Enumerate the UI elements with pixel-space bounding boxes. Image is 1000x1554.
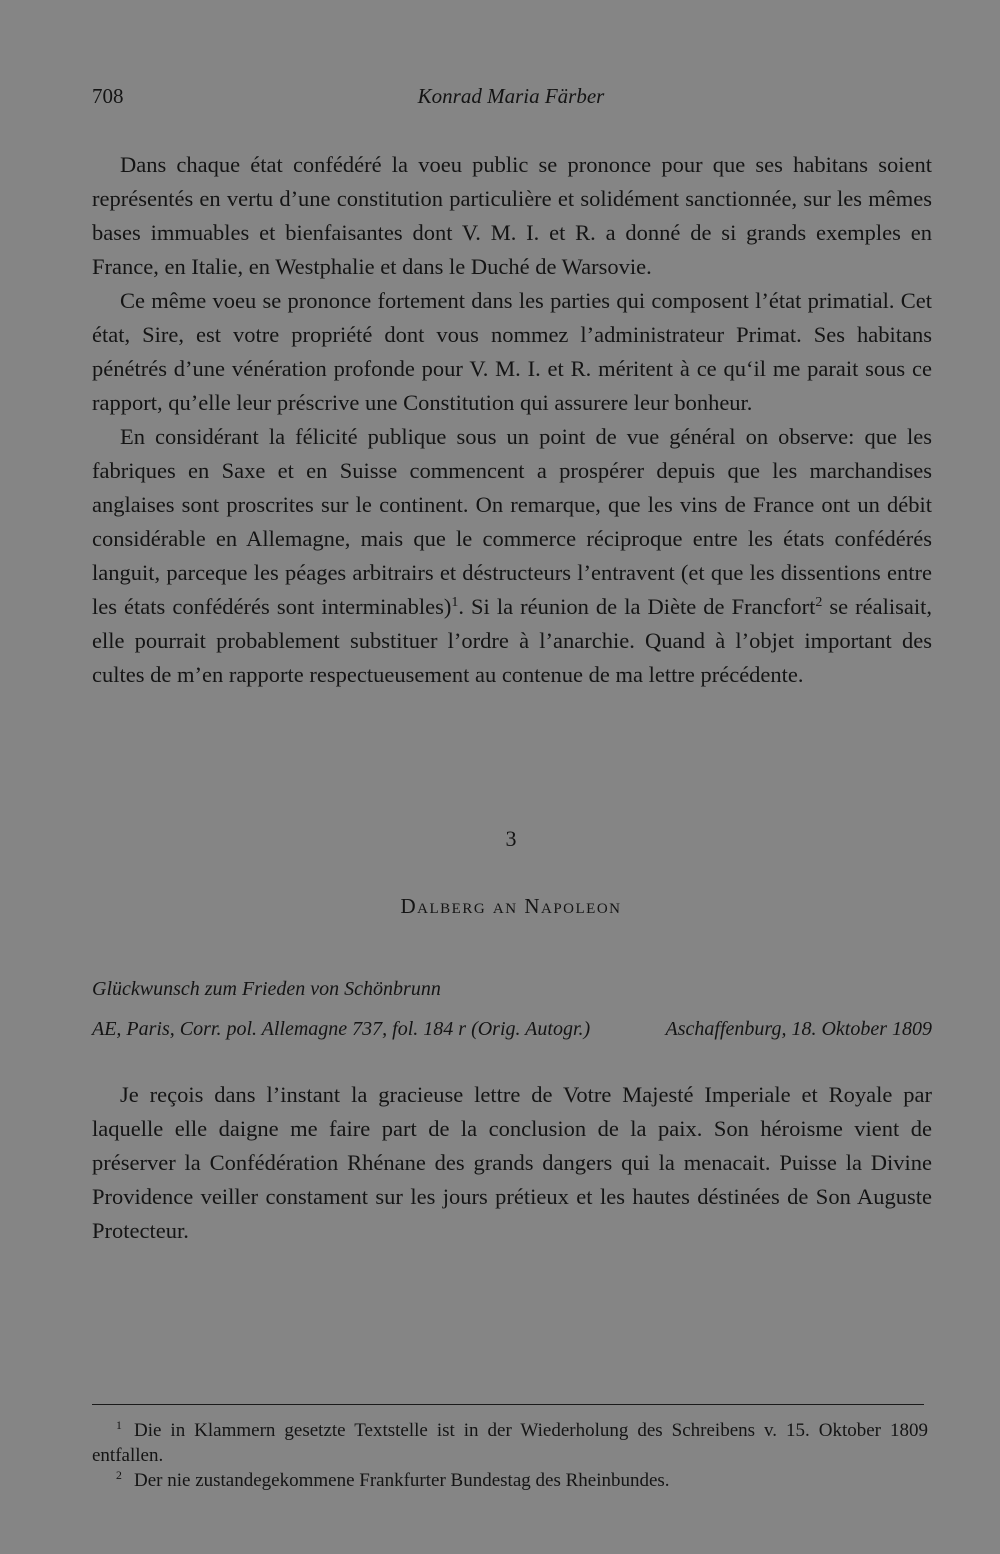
running-title: Konrad Maria Färber — [417, 84, 605, 108]
letter-body — [92, 1078, 932, 1248]
place-and-date: Aschaffenburg, 18. Oktober 1809 — [665, 1018, 932, 1040]
paragraph-text: se réalisait, elle pourrait probablement substituer l’ordre à l’anarchie. Quand à l’objet important des cultes de m’en rapporte respectueusement au contenue de ma lettre précédente. — [92, 594, 932, 687]
paragraph: Ce même voeu se prononce fortement dans les parties qui composent l’état primatial. Cet état, Sire, est votre propriété dont vous nommez l’administrateur Primat. Ses habitans pénétrés d’une vénération profonde pour V. M. I. et R. méritent à ce qu‘il me parait sous ce rapport, qu’elle leur préscrive une Constitution qui assurere leur bonheur. — [92, 288, 932, 415]
document-number: 3 — [505, 826, 517, 851]
footnote-text: Die in Klammern gesetzte Textstelle ist in der Wiederholung des Schreibens v. 15. Oktober 1809 entfallen. — [92, 1420, 928, 1466]
footnote: $^2$ Der nie zustandegekommene Frankfurter Bundestag des Rheinbundes. — [116, 1468, 670, 1491]
paragraph — [92, 420, 932, 692]
letter-continuation — [92, 148, 932, 692]
footnote-reference[interactable]: 2 — [815, 594, 823, 610]
document-subject: Glückwunsch zum Frieden von Schönbrunn — [92, 978, 441, 1000]
paragraph: Dans chaque état confédéré la voeu public se prononce pour que ses habitans soient représentés en vertu d’une constitution particulière et solidément sanctionnée, sur les mêmes bases immuables et bienfaisantes dont V. M. I. et R. a donné de si grands exemples en France, en Italie, en Westphalie et dans le Duché de Warsovie. — [92, 152, 932, 279]
footnote-divider — [92, 1404, 924, 1405]
paragraph: Je reçois dans l’instant la gracieuse lettre de Votre Majesté Imperiale et Royale par laquelle elle daigne me faire part de la conclusion de la paix. Son héroisme vient de préserver la Confédération Rhénane des grands dangers qui la menacait. Puisse la Divine Providence veiller constament sur les jours prétieux et les hautes déstinées de Son Auguste Protecteur. — [92, 1082, 932, 1243]
document-heading: Dalberg an Napoleon — [400, 894, 622, 918]
footnotes — [92, 1418, 928, 1493]
page-number: 708 — [92, 84, 124, 108]
footnote-reference[interactable]: 1 — [451, 594, 459, 610]
paragraph-text: . Si la réunion de la Diète de Francfort — [458, 594, 816, 619]
running-head — [92, 84, 930, 112]
footnote: $^1$ Die in Klammern gesetzte Textstelle ist in der Wiederholung des Schreibens v. 15. Oktober 1809 entfallen. — [92, 1418, 928, 1466]
archival-source: AE, Paris, Corr. pol. Allemagne 737, fol. 184 r (Orig. Autogr.) — [92, 1018, 591, 1040]
footnote-text: Der nie zustandegekommene Frankfurter Bundestag des Rheinbundes. — [134, 1470, 670, 1491]
paragraph-text: En considérant la félicité publique sous un point de vue général on observe: que les fabriques en Saxe et en Suisse commencent a prospérer depuis que les marchandises anglaises sont proscrites sur le continent. On remarque, que les vins de France ont un débit considérable en Allemagne, mais que le commerce réciproque entre les états confédérés languit, parceque les péages arbitrairs et déstructeurs l’entravent (et que les dissentions entre les états confédérés sont interminables) — [92, 424, 932, 619]
